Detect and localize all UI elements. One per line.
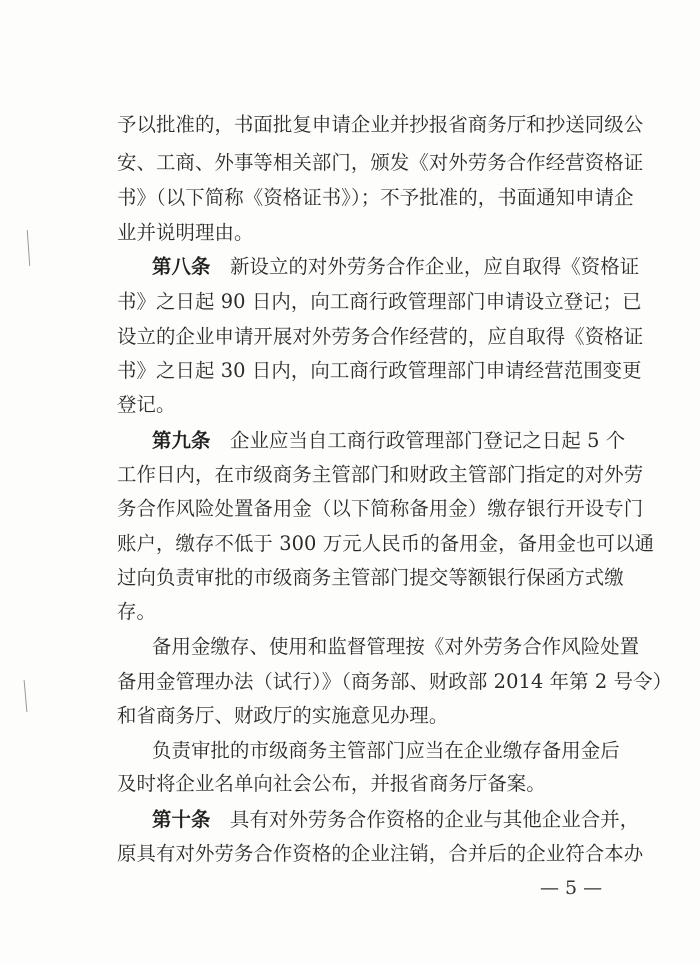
- text-line: 务合作风险处置备用金（以下简称备用金）缴存银行开设专门: [117, 497, 644, 520]
- article-10-text: 具有对外劳务合作资格的企业与其他企业合并，: [210, 808, 640, 831]
- text-line: 书》之日起 90 日内，向工商行政管理部门申请设立登记；已: [117, 290, 642, 313]
- text-line: 备用金缴存、使用和监督管理按《对外劳务合作风险处置: [152, 635, 640, 658]
- page-number: — 5 —: [540, 877, 603, 899]
- text-line: 账户，缴存不低于 300 万元人民币的备用金，备用金也可以通: [117, 532, 655, 555]
- article-8-line: [152, 255, 639, 279]
- text-line: 设立的企业申请开展对外劳务合作经营的，应自取得《资格证: [117, 325, 644, 348]
- text-line: 书》（以下简称《资格证书》）；不予批准的，书面通知申请企: [117, 186, 634, 209]
- margin-scan-mark: [24, 680, 28, 712]
- article-9-line: [152, 429, 625, 453]
- text-line: 登记。: [117, 393, 176, 416]
- text-line: 过向负责审批的市级商务主管部门提交等额银行保函方式缴: [117, 566, 624, 589]
- margin-scan-mark: [27, 230, 31, 266]
- text-line: 业并说明理由。: [117, 221, 254, 244]
- text-line: 存。: [117, 600, 156, 623]
- text-line: 和省商务厅、财政厅的实施意见办理。: [117, 704, 449, 727]
- article-9-text: 企业应当自工商行政管理部门登记之日起 5 个: [210, 429, 626, 452]
- text-line: 工作日内，在市级商务主管部门和财政主管部门指定的对外劳: [117, 463, 644, 486]
- text-line: 及时将企业名单向社会公布，并报省商务厅备案。: [117, 772, 546, 795]
- article-10-heading: 第十条: [152, 808, 211, 831]
- article-8-text: 新设立的对外劳务合作企业，应自取得《资格证: [210, 255, 640, 278]
- article-8-heading: 第八条: [152, 255, 211, 278]
- text-line: 书》之日起 30 日内，向工商行政管理部门申请经营范围变更: [117, 359, 642, 382]
- text-line: 负责审批的市级商务主管部门应当在企业缴存备用金后: [152, 739, 620, 762]
- text-line: 安、工商、外事等相关部门，颁发《对外劳务合作经营资格证: [117, 151, 644, 174]
- text-line: 原具有对外劳务合作资格的企业注销，合并后的企业符合本办: [117, 842, 644, 865]
- article-9-heading: 第九条: [152, 429, 211, 452]
- article-10-line: [152, 808, 639, 832]
- text-line: 予以批准的，书面批复申请企业并抄报省商务厅和抄送同级公: [117, 113, 644, 136]
- text-line: 备用金管理办法（试行）》（商务部、财政部 2014 年第 2 号令）: [117, 670, 673, 693]
